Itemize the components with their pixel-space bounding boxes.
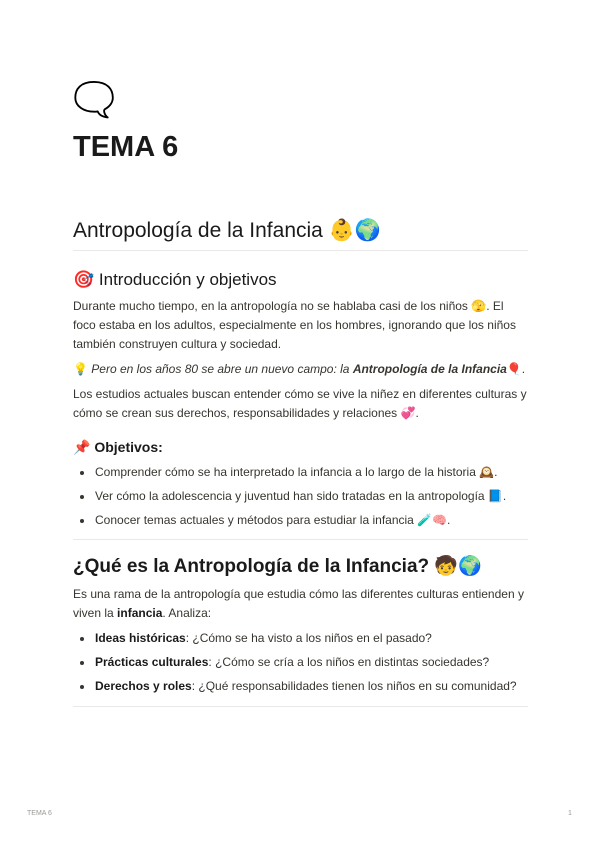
list-item: Conocer temas actuales y métodos para estudiar la infancia 🧪🧠.: [73, 511, 528, 530]
callout-end: 🎈.: [506, 362, 526, 376]
list-item-term: Ideas históricas: [95, 631, 186, 645]
lightbulb-icon: 💡: [73, 362, 88, 376]
analysis-list: [73, 629, 528, 696]
list-item: Ver cómo la adolescencia y juventud han sido tratadas en la antropología 📘.: [73, 487, 528, 506]
definition-end: . Analiza:: [162, 606, 212, 620]
list-item-term: Derechos y roles: [95, 679, 192, 693]
divider: [73, 706, 528, 707]
divider: [73, 539, 528, 540]
callout-bold-text: Antropología de la Infancia: [352, 362, 507, 376]
speech-bubble-icon: 🗨️: [73, 81, 116, 119]
callout-paragraph: [73, 360, 528, 379]
page-title: TEMA 6: [73, 131, 179, 163]
definition-text: Es una rama de la antropología que estudia cómo las diferentes culturas entienden y viven la: [73, 587, 524, 620]
definition-bold: infancia: [117, 606, 163, 620]
page-content: [73, 80, 528, 707]
footer-title: TEMA 6: [27, 810, 52, 817]
objectives-list: [73, 463, 528, 530]
intro-paragraph: Durante mucho tiempo, en la antropología no se hablaba casi de los niños 🫣. El foco estaba en los adultos, especialmente en los hombres, ignorando que los niños también construyen cultura y sociedad.: [73, 299, 516, 351]
list-item: [73, 629, 528, 648]
section-heading-que-es: ¿Qué es la Antropología de la Infancia? 🧒🌍: [73, 556, 482, 577]
objectives-heading: 📌 Objetivos:: [73, 439, 163, 455]
page-number: 1: [568, 810, 572, 817]
callout-italic-text: Pero en los años 80 se abre un nuevo campo: la: [91, 362, 350, 376]
list-item: [73, 653, 528, 672]
list-item: Comprender cómo se ha interpretado la infancia a lo largo de la historia 🕰️.: [73, 463, 528, 482]
definition-paragraph: [73, 585, 528, 623]
intro-heading: 🎯 Introducción y objetivos: [73, 270, 277, 289]
list-item-text: : ¿Cómo se ha visto a los niños en el pasado?: [185, 631, 432, 645]
list-item: [73, 677, 528, 696]
list-item-text: : ¿Cómo se cría a los niños en distintas sociedades?: [208, 655, 490, 669]
section-heading-antropologia: Antropología de la Infancia 👶🌍: [73, 217, 528, 251]
studies-paragraph: Los estudios actuales buscan entender cómo se vive la niñez en diferentes culturas y cómo se crean sus derechos, responsabilidades y relaciones 💞.: [73, 387, 527, 420]
list-item-term: Prácticas culturales: [95, 655, 209, 669]
list-item-text: : ¿Qué responsabilidades tienen los niños en su comunidad?: [191, 679, 517, 693]
